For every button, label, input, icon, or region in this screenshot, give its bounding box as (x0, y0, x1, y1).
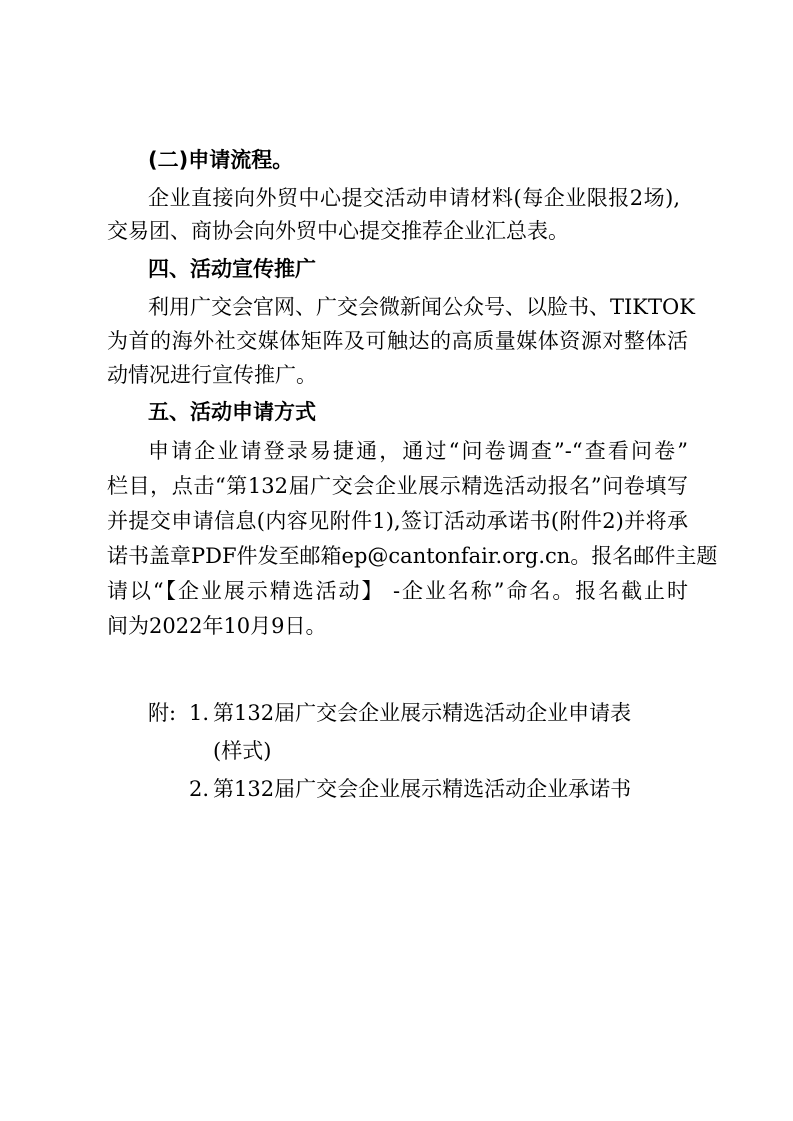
attachment-number: 1. (189, 701, 210, 725)
paragraph-line: 交易团、商协会向外贸中心提交推荐企业汇总表。 (107, 219, 569, 243)
paragraph-line: 为首的海外社交媒体矩阵及可触达的高质量媒体资源对整体活 (107, 329, 688, 353)
attachment-number: 2. (189, 777, 210, 801)
section-heading-process: (二)申请流程。 (148, 148, 294, 172)
paragraph-line: 申请企业请登录易捷通，通过“问卷调查”-“查看问卷” (148, 439, 688, 463)
section-heading-promotion: 四、活动宣传推广 (148, 257, 316, 281)
paragraph-line: 企业直接向外贸中心提交活动申请材料(每企业限报2场), (148, 186, 680, 210)
section-heading-apply-method: 五、活动申请方式 (148, 400, 316, 424)
paragraph-line: 栏目，点击“第132届广交会企业展示精选活动报名”问卷填写 (107, 474, 688, 498)
paragraph-line: 并提交申请信息(内容见附件1),签订活动承诺书(附件2)并将承 (107, 509, 688, 533)
attachment-item-title: 第132届广交会企业展示精选活动企业承诺书 (213, 777, 632, 801)
attachments-label: 附: (148, 701, 177, 725)
paragraph-line: 诺书盖章PDF件发至邮箱ep@cantonfair.org.cn。报名邮件主题 (107, 544, 718, 568)
paragraph-line: 间为2022年10月9日。 (107, 614, 327, 638)
paragraph-line: 利用广交会官网、广交会微新闻公众号、以脸书、TIKTOK (148, 295, 695, 319)
paragraph-line: 动情况进行宣传推广。 (107, 363, 317, 387)
attachment-item-subtitle: (样式) (213, 739, 272, 763)
paragraph-line: 请以“【企业展示精选活动】 -企业名称”命名。报名截止时 (107, 579, 688, 603)
attachment-item-title: 第132届广交会企业展示精选活动企业申请表 (213, 701, 632, 725)
